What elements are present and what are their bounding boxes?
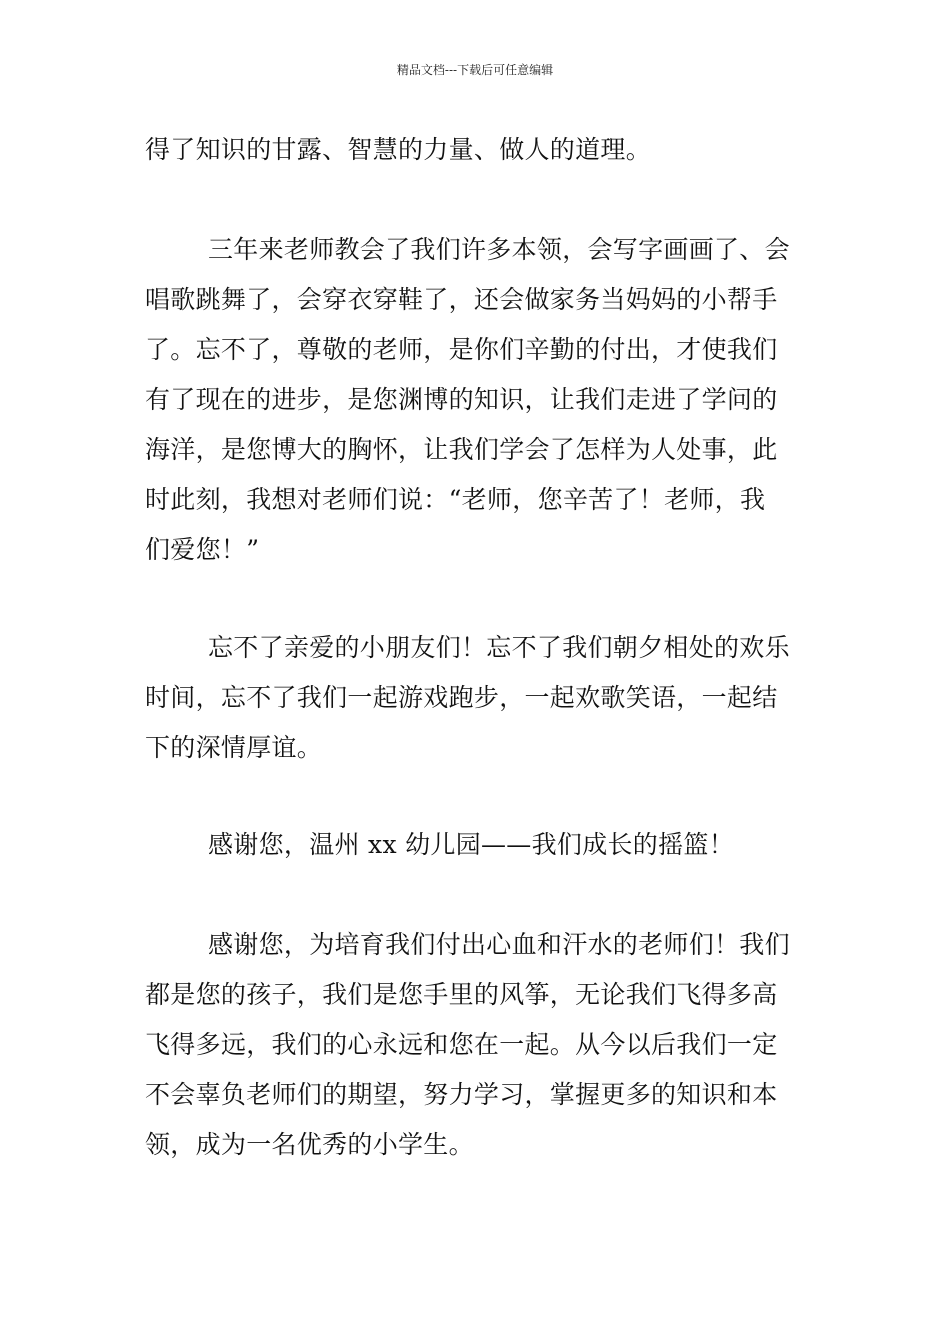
text-line: 忘不了亲爱的小朋友们！忘不了我们朝夕相处的欢乐 — [208, 633, 790, 662]
text-line: 海洋，是您博大的胸怀，让我们学会了怎样为人处事，此 — [145, 435, 778, 464]
text-line: 时间，忘不了我们一起游戏跑步，一起欢歌笑语，一起结 — [145, 683, 778, 712]
text-line: 唱歌跳舞了，会穿衣穿鞋了，还会做家务当妈妈的小帮手 — [145, 285, 778, 314]
text-line: 们爱您！” — [145, 535, 260, 564]
text-line: 感谢您，为培育我们付出心血和汗水的老师们！我们 — [208, 930, 790, 959]
text-line: 时此刻，我想对老师们说：“老师，您辛苦了！老师，我 — [145, 485, 766, 514]
text-line: 领，成为一名优秀的小学生。 — [145, 1130, 474, 1159]
text-line: 飞得多远，我们的心永远和您在一起。从今以后我们一定 — [145, 1030, 778, 1059]
text-line: 都是您的孩子，我们是您手里的风筝，无论我们飞得多高 — [145, 980, 778, 1009]
text-line: 下的深情厚谊。 — [145, 733, 323, 762]
text-line: 三年来老师教会了我们许多本领，会写字画画了、会 — [208, 235, 790, 264]
text-line: 了。忘不了，尊敬的老师，是你们辛勤的付出，才使我们 — [145, 335, 778, 364]
text-line: 有了现在的进步，是您渊博的知识，让我们走进了学问的 — [145, 385, 778, 414]
text-line: 得了知识的甘露、智慧的力量、做人的道理。 — [145, 135, 652, 164]
text-line: 感谢您，温州 xx 幼儿园——我们成长的摇篮！ — [208, 830, 734, 859]
page-header: 精品文档---下载后可任意编辑 — [396, 63, 554, 77]
text-line: 不会辜负老师们的期望，努力学习，掌握更多的知识和本 — [145, 1080, 778, 1109]
